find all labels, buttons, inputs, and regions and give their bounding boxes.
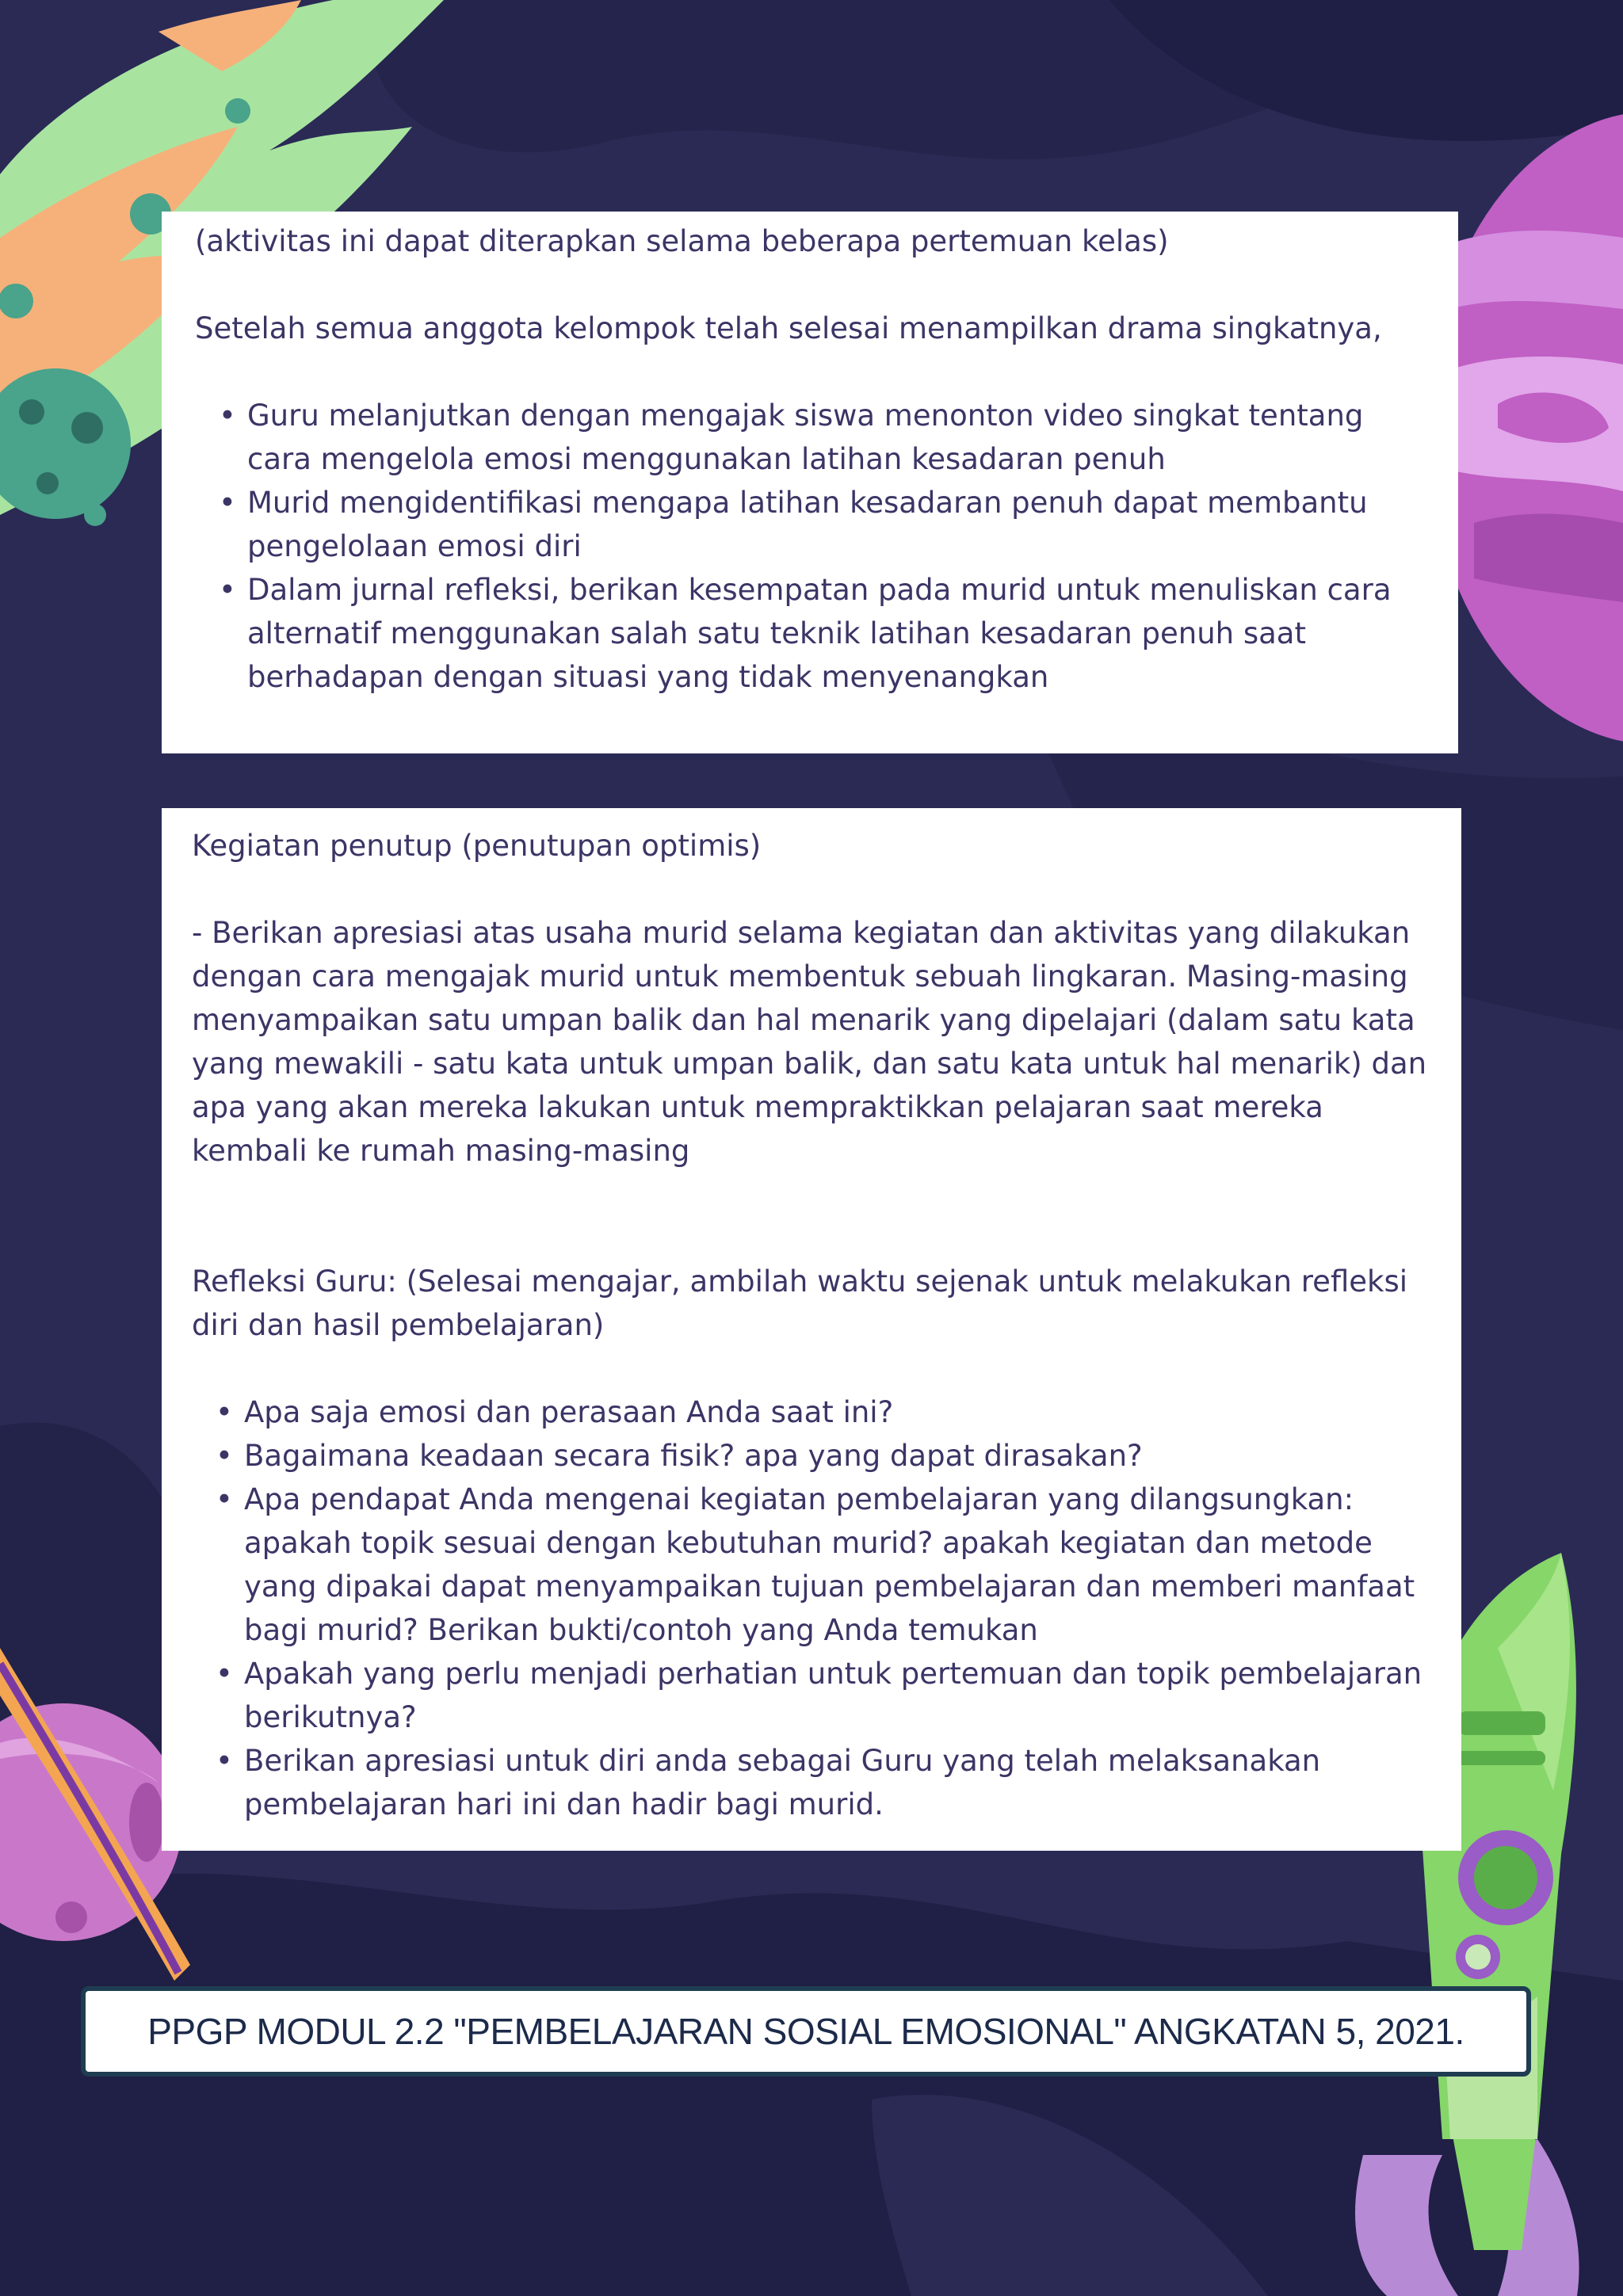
activity-list: [195, 394, 1426, 699]
reflection-heading: Refleksi Guru: (Selesai mengajar, ambilah waktu sejenak untuk melakukan refleksi diri dan hasil pembelajaran): [192, 1264, 1408, 1342]
footer-banner: [81, 1986, 1531, 2077]
closing-heading: Kegiatan penutup (penutupan optimis): [192, 829, 762, 863]
list-item: • Apa pendapat Anda mengenai kegiatan pembelajaran yang dilangsungkan: apakah topik sesuai dengan kebutuhan murid? apakah kegiatan dan metode yang dipakai dapat menyampaikan tujuan pembelajaran dan memberi manfaat bagi murid? Berikan bukti/contoh yang Anda temukan: [192, 1478, 1430, 1652]
list-item: • Murid mengidentifikasi mengapa latihan kesadaran penuh dapat membantu pengelolaan emosi diri: [195, 481, 1426, 568]
reflection-list: [192, 1390, 1430, 1826]
footer-text: PPGP MODUL 2.2 "PEMBELAJARAN SOSIAL EMOSIONAL" ANGKATAN 5, 2021.: [147, 2011, 1465, 2052]
list-item: • Berikan apresiasi untuk diri anda sebagai Guru yang telah melaksanakan pembelajaran hari ini dan hadir bagi murid.: [192, 1739, 1430, 1826]
activity-lead: Setelah semua anggota kelompok telah selesai menampilkan drama singkatnya,: [195, 311, 1382, 345]
activity-card: [162, 212, 1458, 753]
closing-paragraph: - Berikan apresiasi atas usaha murid selama kegiatan dan aktivitas yang dilakukan dengan cara mengajak murid untuk membentuk sebuah lingkaran. Masing-masing menyampaikan satu umpan balik dan hal menarik yang dipelajari (dalam satu kata yang mewakili - satu kata untuk umpan balik, dan satu kata untuk hal menarik) dan apa yang akan mereka lakukan untuk mempraktikkan pelajaran saat mereka kembali ke rumah masing-masing: [192, 916, 1427, 1168]
list-item: • Bagaimana keadaan secara fisik? apa yang dapat dirasakan?: [192, 1434, 1430, 1478]
list-item: • Apakah yang perlu menjadi perhatian untuk pertemuan dan topik pembelajaran berikutnya?: [192, 1652, 1430, 1739]
list-item: • Guru melanjutkan dengan mengajak siswa menonton video singkat tentang cara mengelola emosi menggunakan latihan kesadaran penuh: [195, 394, 1426, 481]
closing-card: [162, 808, 1461, 1851]
list-item: • Dalam jurnal refleksi, berikan kesempatan pada murid untuk menuliskan cara alternatif menggunakan salah satu teknik latihan kesadaran penuh saat berhadapan dengan situasi yang tidak menyenangkan: [195, 568, 1426, 699]
activity-intro: (aktivitas ini dapat diterapkan selama beberapa pertemuan kelas): [195, 224, 1169, 258]
list-item: • Apa saja emosi dan perasaan Anda saat ini?: [192, 1390, 1430, 1434]
